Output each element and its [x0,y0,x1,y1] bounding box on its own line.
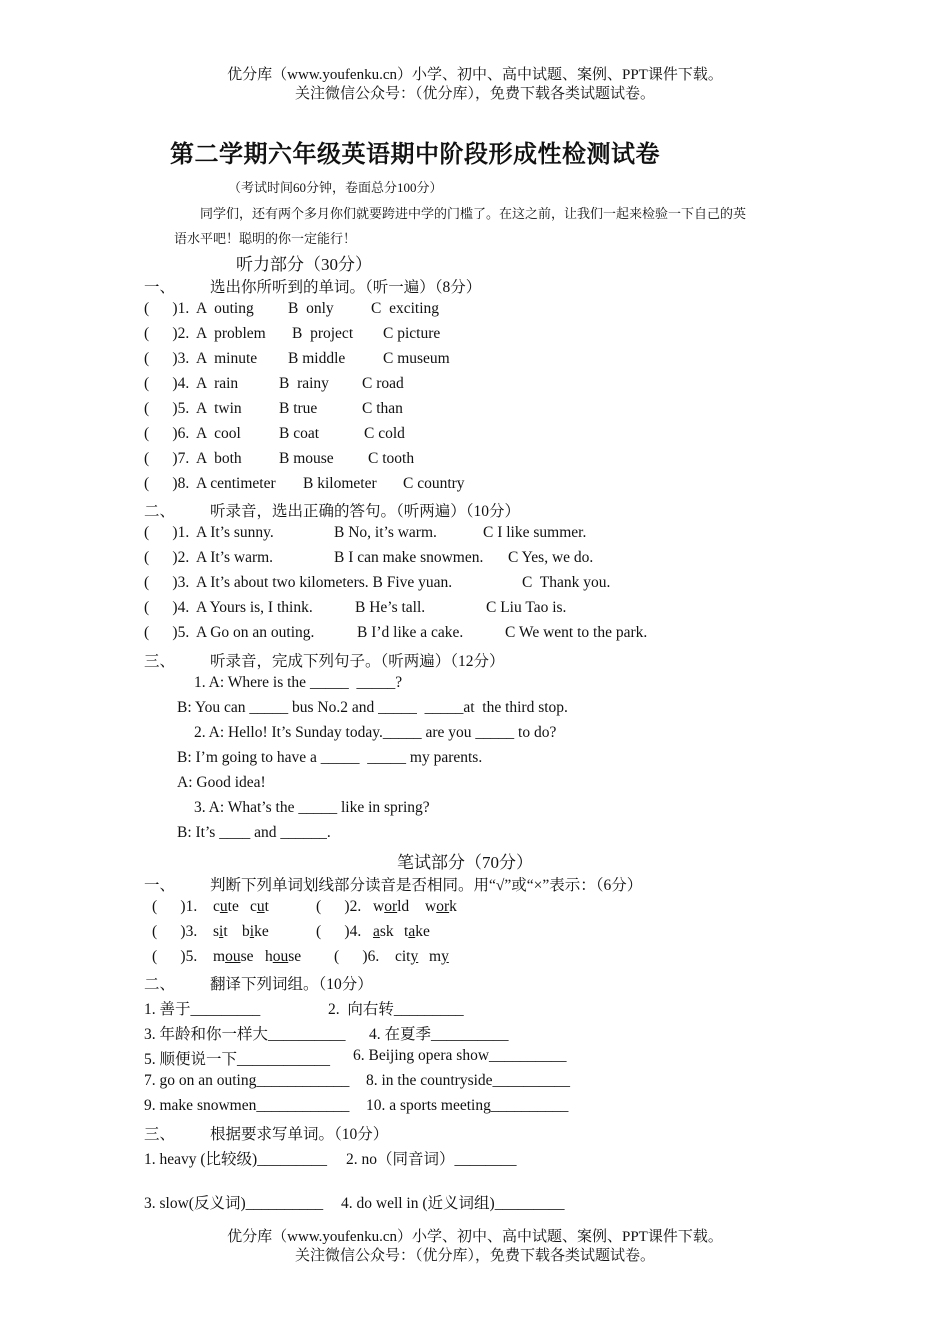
word-part: h [265,948,273,965]
word-part: ke [415,923,430,940]
translation-item[interactable]: 3. 年龄和你一样大__________ [144,1026,346,1043]
option-c: C picture [383,325,441,342]
option-a: A It’s about two kilometers. B Five yuan. [196,574,453,591]
word-part: k [449,898,457,915]
option-b: B coat [279,425,320,442]
listening-heading: 听力部分（30分） [236,255,372,274]
pronunciation-word [373,923,394,941]
option-b: B I’d like a cake. [357,624,464,641]
option-c: C Yes, we do. [508,549,594,566]
section-instruction: 选出你所听到的单词。（听一遍）（8分） [210,279,482,296]
answer-bracket[interactable]: ( )7. [144,450,190,467]
option-c: C than [362,400,403,417]
translation-item[interactable]: 2. 向右转_________ [328,1001,464,1018]
word-part: se [288,948,302,965]
word-part: ld [397,898,410,915]
word-part: c [213,898,220,915]
answer-bracket[interactable]: ( )1. [144,524,190,541]
translation-item[interactable]: 1. 善于_________ [144,1001,261,1018]
underlined-letters: i [249,923,255,940]
option-a: A rain [196,375,239,392]
answer-bracket[interactable]: ( )6. [334,948,380,965]
option-a: A It’s sunny. [196,524,274,541]
underlined-letters: a [408,923,416,940]
word-part: ke [254,923,269,940]
dialogue-line: B: I’m going to have a _____ _____ my parents. [177,749,483,766]
word-part: c [250,898,257,915]
underlined-letters: u [256,898,265,915]
word-form-item[interactable]: 3. slow(反义词)__________ [144,1195,324,1212]
option-a: A both [196,450,242,467]
option-c: C Liu Tao is. [486,599,567,616]
option-a: A twin [196,400,242,417]
word-part: t [404,923,409,940]
option-a: A Go on an outing. [196,624,315,641]
option-b: B mouse [279,450,334,467]
option-b: B No, it’s warm. [334,524,437,541]
underlined-letters: y [441,948,449,965]
word-part: m [213,948,226,965]
word-part: s [213,923,220,940]
option-b: B kilometer [303,475,377,492]
underlined-letters: or [384,898,398,915]
section-instruction: 根据要求写单词。（10分） [210,1126,389,1143]
option-b: B middle [288,350,346,367]
answer-bracket[interactable]: ( )3. [152,923,198,940]
option-a: A outing [196,300,254,317]
word-part: sk [379,923,394,940]
dialogue-line: B: It’s ____ and ______. [177,824,331,841]
dialogue-line: 3. A: What’s the _____ like in spring? [194,799,430,816]
pronunciation-word [242,923,269,941]
answer-bracket[interactable]: ( )2. [316,898,362,915]
option-b: B He’s tall. [355,599,426,616]
header-line-2: 关注微信公众号：（优分库），免费下载各类试题试卷。 [294,86,655,102]
word-part: w [373,898,385,915]
underlined-letters: i [219,923,224,940]
option-b: B project [292,325,354,342]
dialogue-line: 2. A: Hello! It’s Sunday today._____ are you _____ to do? [194,724,557,741]
option-b: B true [279,400,318,417]
word-form-item[interactable]: 2. no（同音词）________ [346,1151,517,1168]
option-c: C cold [364,425,405,442]
pronunciation-word [425,898,457,916]
section-number: 三、 [144,653,176,670]
option-c: C Thank you. [522,574,611,591]
answer-bracket[interactable]: ( )2. [144,325,190,342]
answer-bracket[interactable]: ( )4. [316,923,362,940]
pronunciation-word [250,898,269,916]
intro-line-1: 同学们，还有两个多月你们就要跨进中学的门槛了。在这之前，让我们一起来检验一下自己的英 [200,206,747,221]
word-part: b [242,923,250,940]
pronunciation-word [213,923,228,941]
pronunciation-word [213,898,239,916]
underlined-letters: a [373,923,380,940]
option-c: C museum [383,350,450,367]
translation-item[interactable]: 5. 顺便说一下____________ [144,1051,331,1068]
pronunciation-word [373,898,409,916]
answer-bracket[interactable]: ( )5. [152,948,198,965]
dialogue-line: B: You can _____ bus No.2 and _____ _____at the third stop. [177,699,568,716]
page-title: 第二学期六年级英语期中阶段形成性检测试卷 [170,140,660,168]
section-number: 一、 [144,279,176,296]
word-part: se [240,948,254,965]
translation-item[interactable]: 6. Beijing opera show__________ [353,1047,567,1064]
word-form-item[interactable]: 1. heavy (比较级)_________ [144,1151,327,1168]
underlined-letters: or [436,898,450,915]
pronunciation-word [404,923,430,941]
option-a: A It’s warm. [196,549,274,566]
option-a: A problem [196,325,266,342]
answer-bracket[interactable]: ( )8. [144,475,190,492]
answer-bracket[interactable]: ( )3. [144,350,190,367]
word-part: cit [395,948,411,965]
underlined-letters: y [410,948,419,965]
writing-heading: 笔试部分（70分） [397,853,533,872]
option-b: B only [288,300,334,317]
pronunciation-word [429,948,449,966]
option-a: A minute [196,350,258,367]
footer-line-1: 优分库（www.youfenku.cn）小学、初中、高中试题、案例、PPT课件下载。 [227,1229,723,1245]
answer-bracket[interactable]: ( )4. [144,375,190,392]
section-number: 一、 [144,877,176,894]
option-c: C exciting [371,300,440,317]
answer-bracket[interactable]: ( )1. [152,898,198,915]
word-part: te [227,898,239,915]
pronunciation-word [265,948,301,966]
word-part: t [223,923,228,940]
answer-bracket[interactable]: ( )5. [144,624,190,641]
section-instruction: 听录音，完成下列句子。（听两遍）（12分） [210,653,505,670]
option-c: C country [403,475,465,492]
translation-item[interactable]: 10. a sports meeting__________ [366,1097,569,1114]
pronunciation-word [395,948,418,966]
option-a: A centimeter [196,475,276,492]
translation-item[interactable]: 4. 在夏季__________ [369,1026,509,1043]
section-instruction: 翻译下列词组。（10分） [210,976,373,993]
answer-bracket[interactable]: ( )3. [144,574,190,591]
word-part: m [429,948,442,965]
answer-bracket[interactable]: ( )6. [144,425,190,442]
translation-item[interactable]: 8. in the countryside__________ [366,1072,571,1089]
underlined-letters: ou [225,948,241,965]
underlined-letters: ou [272,948,289,965]
section-instruction: 判断下列单词划线部分读音是否相同。用“√”或“×”表示：（6分） [210,877,643,894]
underlined-letters: u [219,898,228,915]
translation-item[interactable]: 7. go on an outing____________ [144,1072,350,1089]
word-form-item[interactable]: 4. do well in (近义词组)_________ [341,1195,565,1212]
section-number: 三、 [144,1126,176,1143]
option-b: B I can make snowmen. [334,549,484,566]
answer-bracket[interactable]: ( )4. [144,599,190,616]
option-c: C road [362,375,404,392]
intro-line-2: 语水平吧！聪明的你一定能行！ [174,231,357,246]
exam-info: （考试时间60分钟，卷面总分100分） [228,180,443,195]
answer-bracket[interactable]: ( )2. [144,549,190,566]
section-number: 二、 [144,976,176,993]
option-c: C We went to the park. [505,624,648,641]
option-c: C I like summer. [483,524,587,541]
section-number: 二、 [144,503,176,520]
footer-line-2: 关注微信公众号：（优分库），免费下载各类试题试卷。 [294,1248,655,1264]
pronunciation-word [213,948,253,966]
option-c: C tooth [368,450,415,467]
header-line-1: 优分库（www.youfenku.cn）小学、初中、高中试题、案例、PPT课件下载。 [227,67,723,83]
option-a: A cool [196,425,241,442]
translation-item[interactable]: 9. make snowmen____________ [144,1097,350,1114]
word-part: w [425,898,437,915]
dialogue-line: 1. A: Where is the _____ _____? [194,674,403,691]
answer-bracket[interactable]: ( )5. [144,400,190,417]
section-instruction: 听录音，选出正确的答句。（听两遍）（10分） [210,503,521,520]
option-b: B rainy [279,375,329,392]
answer-bracket[interactable]: ( )1. [144,300,190,317]
option-a: A Yours is, I think. [196,599,313,616]
word-part: t [264,898,269,915]
dialogue-line: A: Good idea! [177,774,266,791]
